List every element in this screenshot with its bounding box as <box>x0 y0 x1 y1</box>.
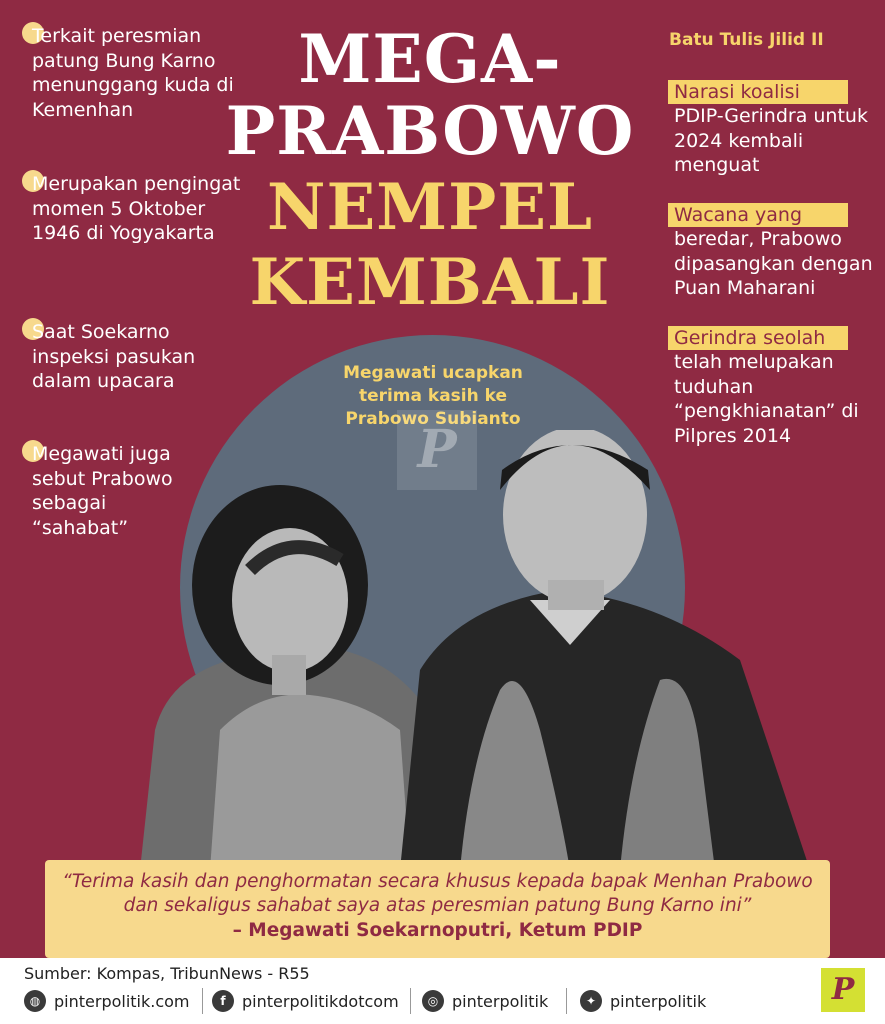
instagram-icon: ◎ <box>422 990 444 1012</box>
photo-caption: Megawati ucapkan terima kasih ke Prabowo Subianto <box>343 363 523 429</box>
left-point-text: Merupakan pengingat momen 5 Oktober 1946 di Yogyakarta <box>32 173 241 244</box>
left-point-1 <box>22 22 242 122</box>
footer-divider <box>202 988 203 1014</box>
headline-line-1: MEGA- <box>298 20 562 98</box>
right-point-body: telah melupakan tuduhan “pengkhianatan” di Pilpres 2014 <box>674 351 859 447</box>
social-website-link[interactable] <box>24 988 190 1014</box>
social-instagram-link[interactable] <box>422 988 548 1014</box>
social-facebook-link[interactable] <box>212 988 399 1014</box>
footer <box>0 958 885 1024</box>
left-point-3 <box>22 318 242 394</box>
right-column-header: Batu Tulis Jilid II <box>669 30 824 50</box>
left-point-text: Saat Soekarno inspeksi pasukan dalam upacara <box>32 321 196 392</box>
social-label: pinterpolitik <box>610 991 707 1011</box>
left-point-text: Megawati juga sebut Prabowo sebagai “sahabat” <box>32 443 173 539</box>
headline-line-3: NEMPEL <box>266 170 594 245</box>
left-point-text: Terkait peresmian patung Bung Karno menunggang kuda di Kemenhan <box>32 25 234 121</box>
twitter-icon: ✦ <box>580 990 602 1012</box>
right-point-1 <box>668 80 883 178</box>
globe-icon: ◍ <box>24 990 46 1012</box>
headline <box>210 20 650 320</box>
facebook-icon: f <box>212 990 234 1012</box>
quote-author: – Megawati Soekarnoputri, Ketum PDIP <box>232 920 643 941</box>
prabowo-figure <box>400 430 810 870</box>
left-point-2 <box>22 170 242 246</box>
megawati-figure <box>140 485 430 870</box>
headline-line-4: KEMBALI <box>249 245 611 320</box>
footer-divider <box>566 988 567 1014</box>
right-point-highlight: Gerindra seolah <box>668 326 848 350</box>
social-twitter-link[interactable] <box>580 988 706 1014</box>
right-point-body: PDIP-Gerindra untuk 2024 kembali menguat <box>674 105 868 176</box>
social-label: pinterpolitik.com <box>54 991 190 1011</box>
quote-text: “Terima kasih dan penghormatan secara khusus kepada bapak Menhan Prabowo dan sekaligus sahabat saya atas peresmian patung Bung Karno ini” <box>62 871 813 916</box>
social-label: pinterpolitikdotcom <box>242 991 399 1011</box>
source-credit: Sumber: Kompas, TribunNews - R55 <box>24 964 310 983</box>
portrait-photo <box>100 430 840 870</box>
right-point-highlight: Wacana yang <box>668 203 848 227</box>
right-point-highlight: Narasi koalisi <box>668 80 848 104</box>
right-point-body: beredar, Prabowo dipasangkan dengan Puan Maharani <box>674 228 873 299</box>
footer-divider <box>410 988 411 1014</box>
right-point-2 <box>668 203 883 301</box>
watermark-logo-icon: P <box>397 410 477 490</box>
headline-line-2: PRABOWO <box>225 92 635 170</box>
pinterpolitik-logo: P <box>821 968 865 1012</box>
quote-box <box>45 860 830 958</box>
social-label: pinterpolitik <box>452 991 549 1011</box>
